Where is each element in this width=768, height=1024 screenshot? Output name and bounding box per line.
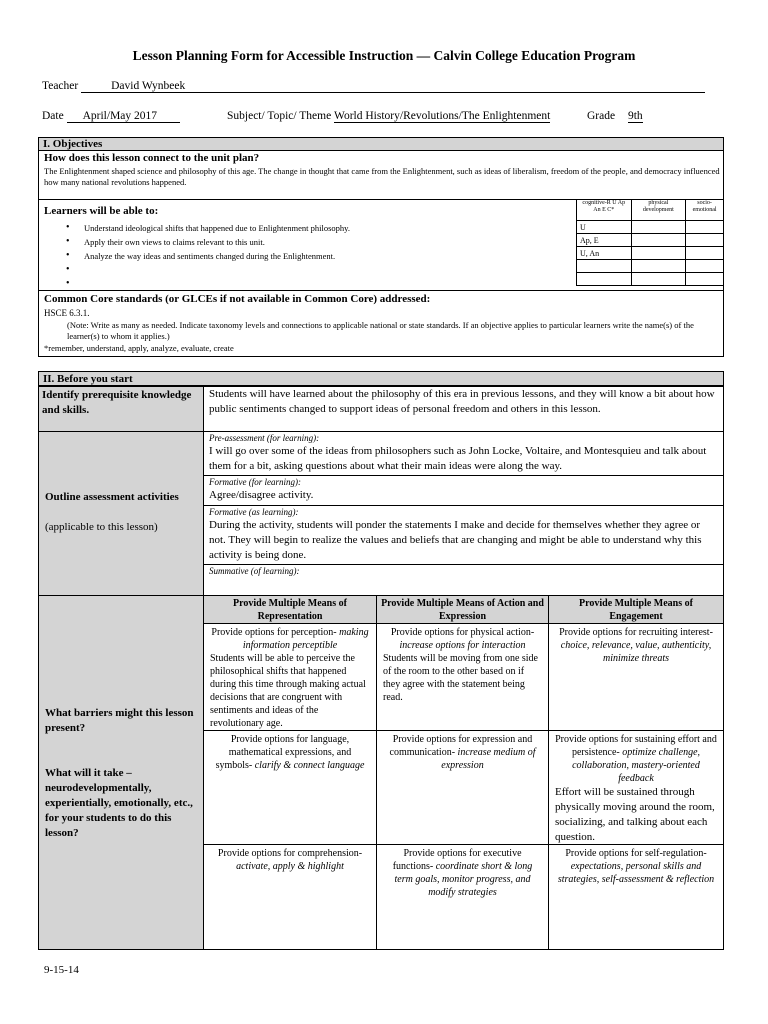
udl-cell[interactable] — [203, 730, 377, 845]
udl-plain: Provide options for executive functions- — [392, 848, 522, 872]
subject-field[interactable]: World History/Revolutions/The Enlightenment — [334, 110, 551, 122]
taxonomy-cell[interactable] — [631, 273, 686, 286]
assessment-label: Outline assessment activities — [45, 491, 179, 503]
udl-plain: Provide options for language, mathematical expressions, and symbols- — [215, 734, 352, 771]
col-socio: socio-emotional — [686, 200, 724, 221]
formative-for-label: Formative (for learning): — [209, 477, 301, 487]
taxonomy-footnote: *remember, understand, apply, analyze, evaluate, create — [44, 343, 234, 353]
udl-cell[interactable] — [203, 623, 377, 731]
udl-italic: optimize challenge, collaboration, mastery-oriented feedback — [572, 747, 701, 784]
learners-label: Learners will be able to: — [44, 205, 159, 217]
udl-italic: expectations, personal skills and strategies, self-assessment & reflection — [557, 861, 715, 885]
taxonomy-cell[interactable] — [686, 273, 724, 286]
udl-italic: increase medium of expression — [441, 747, 536, 771]
teacher-field[interactable]: David Wynbeek — [81, 80, 705, 93]
grade-field[interactable]: 9th — [627, 110, 643, 122]
date-field[interactable]: April/May 2017 — [67, 110, 180, 123]
assessment-label-cell — [38, 431, 204, 596]
objective-item[interactable]: • Analyze the way ideas and sentiments changed during the Enlightenment. — [44, 249, 564, 263]
summative-cell[interactable] — [203, 564, 724, 596]
udl-cell[interactable] — [376, 623, 549, 731]
page-title: Lesson Planning Form for Accessible Instruction — Calvin College Education Program — [132, 48, 636, 63]
common-core-value[interactable]: HSCE 6.3.1. — [44, 308, 90, 318]
udl-italic: making information perceptible — [242, 627, 369, 651]
taxonomy-cell[interactable] — [631, 221, 686, 234]
common-core-label: Common Core standards (or GLCEs if not available in Common Core) addressed: — [44, 293, 431, 305]
teacher-row — [42, 80, 722, 93]
udl-response: Effort will be sustained through physically moving around the room, socializing, and talking about each question. — [555, 786, 715, 843]
taxonomy-cell[interactable]: U, An — [577, 247, 632, 260]
taxonomy-cell[interactable] — [686, 221, 724, 234]
udl-cell[interactable] — [376, 730, 549, 845]
taxonomy-cell[interactable] — [686, 234, 724, 247]
objectives-list — [44, 221, 564, 291]
date-label: Date — [42, 110, 64, 122]
formative-for-text: Agree/disagree activity. — [209, 489, 314, 501]
taxonomy-cell[interactable] — [577, 273, 632, 286]
udl-plain: Provide options for perception- — [211, 627, 337, 638]
teacher-label: Teacher — [42, 80, 79, 92]
udl-response: Students will be moving from one side of the room to the other based on if they agree with the statement being read. — [383, 653, 538, 703]
formative-for-cell[interactable] — [203, 475, 724, 506]
udl-header-action: Provide Multiple Means of Action and Expression — [376, 595, 549, 624]
grade-label: Grade — [587, 110, 616, 122]
objective-item[interactable] — [44, 277, 564, 291]
taxonomy-cell[interactable] — [686, 247, 724, 260]
taxonomy-cell[interactable]: Ap, E — [577, 234, 632, 247]
udl-plain: Provide options for self-regulation- — [565, 848, 707, 859]
taxonomy-cell[interactable] — [686, 260, 724, 273]
taxonomy-table — [576, 199, 724, 286]
udl-plain: Provide options for recruiting interest- — [559, 627, 713, 638]
udl-response: Students will be able to perceive the philosophical shifts that happened during this time through making actual decisions that are congruent with sentiments and ideas of the revolutionary age. — [210, 653, 366, 729]
pre-assessment-cell[interactable] — [203, 431, 724, 476]
objective-item[interactable]: • Apply their own views to claims relevant to this unit. — [44, 235, 564, 249]
taxonomy-cell[interactable] — [631, 234, 686, 247]
connect-answer[interactable]: The Enlightenment shaped science and philosophy of this age. The change in thought that came from the Enlightenment, such as ideas of liberalism, freedom of the people, and democracy influenced how many national revolutions happened. — [44, 166, 720, 187]
formative-as-text: During the activity, students will ponder the statements I make and decide for themselves whether they agree or not. They will begin to realize the values and beliefs that are changing and might be able to understand why this activity is being done. — [209, 519, 702, 561]
assessment-sub: (applicable to this lesson) — [45, 521, 158, 533]
udl-italic: activate, apply & highlight — [236, 861, 344, 872]
udl-cell[interactable] — [548, 844, 724, 950]
udl-italic: increase options for interaction — [399, 640, 526, 651]
barriers-question: What barriers might this lesson present? — [45, 707, 194, 734]
udl-plain: Provide options for physical action- — [390, 627, 535, 638]
common-core-note: (Note: Write as many as needed. Indicate taxonomy levels and connections to applicable national or state standards. If an objective applies to particular learners write the name(s) of the learner(s) to whom it applies.) — [67, 320, 694, 341]
udl-cell[interactable] — [548, 730, 724, 845]
objectives-heading: I. Objectives — [38, 137, 724, 151]
udl-plain: Provide options for expression and communication- — [389, 734, 533, 758]
udl-cell[interactable] — [203, 844, 377, 950]
grade-row — [587, 110, 643, 123]
objective-item[interactable] — [44, 263, 564, 277]
summative-label: Summative (of learning): — [209, 566, 300, 576]
pre-assessment-text: I will go over some of the ideas from philosophers such as John Locke, Voltaire, and Montesquieu and talk about them for a bit, asking questions about what their main ideas were along the way. — [209, 445, 707, 472]
taxonomy-cell[interactable]: U — [577, 221, 632, 234]
udl-italic: clarify & connect language — [254, 760, 365, 771]
formative-as-label: Formative (as learning): — [209, 507, 299, 517]
objective-item[interactable]: • Understand ideological shifts that happened due to Enlightenment philosophy. — [44, 221, 564, 235]
udl-cell[interactable] — [548, 623, 724, 731]
connect-question: How does this lesson connect to the unit plan? — [44, 152, 260, 164]
col-cognitive: cognitive-R U Ap An E C* — [577, 200, 632, 221]
pre-assessment-label: Pre-assessment (for learning): — [209, 433, 320, 443]
subject-label: Subject/ Topic/ Theme — [227, 110, 332, 122]
udl-header-engagement: Provide Multiple Means of Engagement — [548, 595, 724, 624]
udl-plain: Provide options for sustaining effort and persistence- — [555, 734, 717, 758]
udl-italic: choice, relevance, value, authenticity, minimize threats — [560, 640, 712, 664]
taxonomy-cell[interactable] — [631, 247, 686, 260]
formative-as-cell[interactable] — [203, 505, 724, 565]
subject-row — [227, 110, 550, 123]
divider — [38, 290, 724, 291]
udl-italic: coordinate short & long term goals, monitor progress, and modify strategies — [394, 861, 533, 898]
before-heading: II. Before you start — [38, 371, 724, 386]
footer-version: 9-15-14 — [44, 964, 79, 976]
barriers-requirements: What will it take – neurodevelopmentally, experientially, emotionally, etc., for your students to do this lesson? — [45, 767, 193, 839]
date-row — [42, 110, 180, 123]
taxonomy-cell[interactable] — [631, 260, 686, 273]
udl-cell[interactable] — [376, 844, 549, 950]
col-physical: physical development — [631, 200, 686, 221]
barriers-label-cell — [38, 595, 204, 950]
prereq-label: Identify prerequisite knowledge and skills. — [38, 386, 204, 432]
udl-header-representation: Provide Multiple Means of Representation — [203, 595, 377, 624]
taxonomy-cell[interactable] — [577, 260, 632, 273]
udl-plain: Provide options for comprehension- — [217, 848, 363, 859]
prereq-text[interactable]: Students will have learned about the philosophy of this era in previous lessons, and they will know a bit about how public sentiments changed to support ideas of personal freedom and others in this lesson. — [203, 386, 724, 432]
